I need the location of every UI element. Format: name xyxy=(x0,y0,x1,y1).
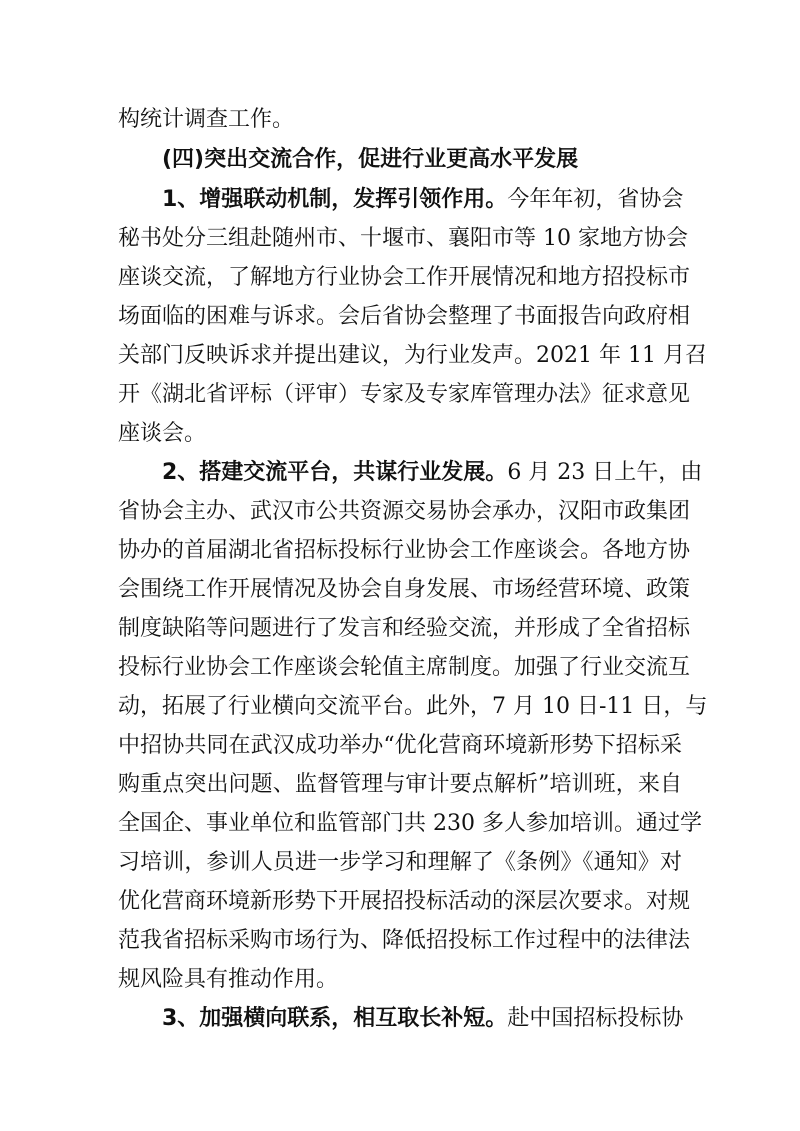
para2-line: 优化营商环境新形势下开展招投标活动的深层次要求。对规 xyxy=(118,889,691,914)
para2-first-line xyxy=(162,458,703,488)
para3-title: 3、加强横向联系，相互取长补短。 xyxy=(162,1006,508,1031)
para2-line: 习培训，参训人员进一步学习和理解了《条例》《通知》对 xyxy=(118,850,682,875)
para1-line: 座谈会。 xyxy=(118,421,207,446)
para2-line: 规风险具有推动作用。 xyxy=(118,967,339,992)
para1-first-line xyxy=(162,185,682,215)
para2-line: 制度缺陷等问题进行了发言和经验交流，并形成了全省招标 xyxy=(118,616,691,641)
para3-first-line-text: 赴中国招标投标协 xyxy=(507,1006,684,1031)
para2-line: 中招协共同在武汉成功举办“优化营商环境新形势下招标采 xyxy=(118,733,682,758)
para1-title: 1、增强联动机制，发挥引领作用。 xyxy=(162,187,508,212)
para2-line: 投标行业协会工作座谈会轮值主席制度。加强了行业交流互 xyxy=(118,655,691,680)
para2-line: 动，拓展了行业横向交流平台。此外，7 月 10 日-11 日，与 xyxy=(118,694,708,719)
para1-first-line-text: 今年年初，省协会 xyxy=(507,187,684,212)
intro-line: 构统计调查工作。 xyxy=(118,107,295,132)
para2-first-line-text: 6 月 23 日上午，由 xyxy=(507,460,703,485)
para1-line: 开《湖北省评标（评审）专家及专家库管理办法》征求意见 xyxy=(118,382,691,407)
para2-line: 全国企、事业单位和监管部门共 230 多人参加培训。通过学 xyxy=(118,811,702,836)
section-heading: (四)突出交流合作，促进行业更高水平发展 xyxy=(162,147,579,172)
para1-line: 座谈交流，了解地方行业协会工作开展情况和地方招投标市 xyxy=(118,265,691,290)
para2-title: 2、搭建交流平台，共谋行业发展。 xyxy=(162,460,508,485)
para2-line: 省协会主办、武汉市公共资源交易协会承办，汉阳市政集团 xyxy=(118,499,691,524)
para1-line: 秘书处分三组赴随州市、十堰市、襄阳市等 10 家地方协会 xyxy=(118,226,688,251)
para2-line: 范我省招标采购市场行为、降低招投标工作过程中的法律法 xyxy=(118,928,691,953)
para2-line: 协办的首届湖北省招标投标行业协会工作座谈会。各地方协 xyxy=(118,538,691,563)
para1-line: 关部门反映诉求并提出建议，为行业发声。2021 年 11 月召 xyxy=(118,343,707,368)
para2-line: 会围绕工作开展情况及协会自身发展、市场经营环境、政策 xyxy=(118,577,691,602)
para3-first-line xyxy=(162,1004,682,1034)
para1-line: 场面临的困难与诉求。会后省协会整理了书面报告向政府相 xyxy=(118,304,691,329)
para2-line: 购重点突出问题、监督管理与审计要点解析”培训班，来自 xyxy=(118,772,682,797)
